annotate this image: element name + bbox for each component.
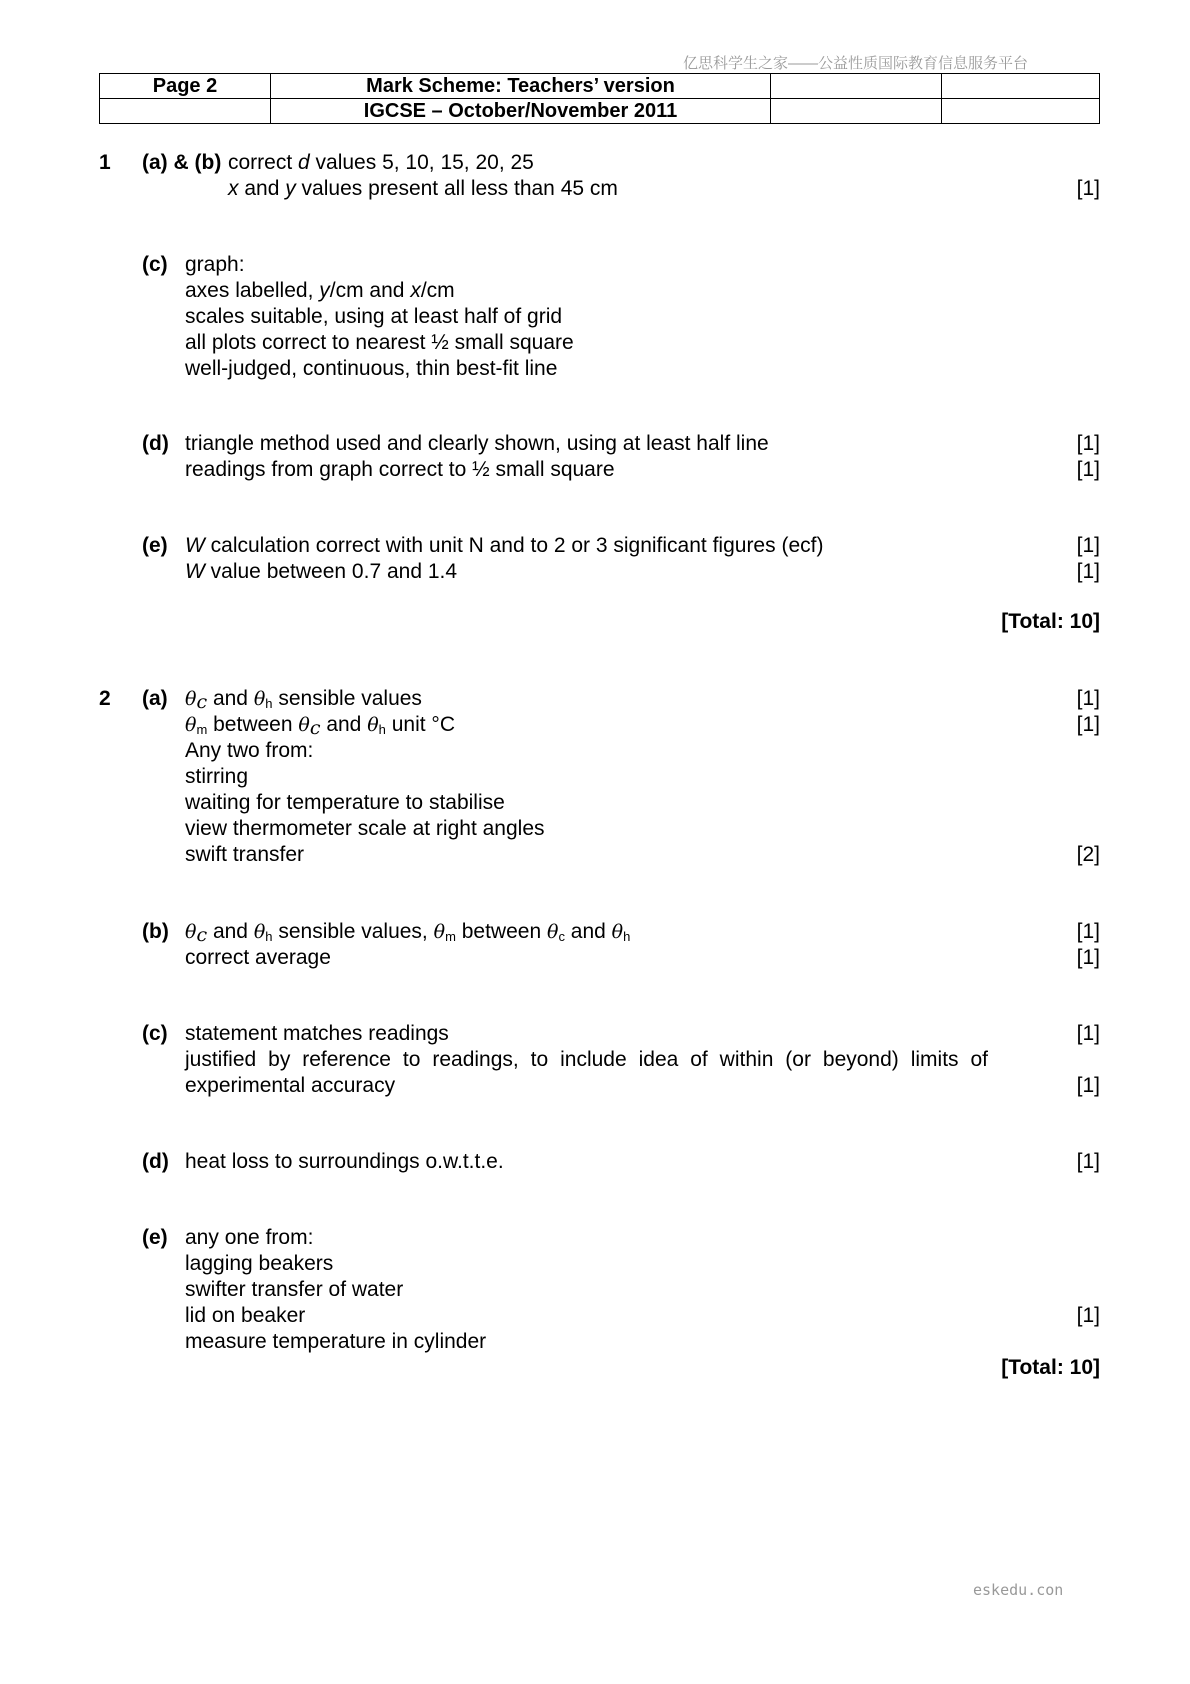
mark: [1] [1076, 177, 1100, 200]
header-table [99, 73, 1100, 124]
mark: [1] [1076, 1022, 1100, 1045]
header-exam: IGCSE – October/November 2011 [271, 99, 771, 124]
mark: [1] [1076, 560, 1100, 583]
answer-line: swifter transfer of water [185, 1278, 404, 1301]
mark: [1] [1076, 1150, 1100, 1173]
part-label: (e) [142, 1226, 168, 1249]
answer-line: $\theta_c$ and $\theta_h$ sensible values, $\theta_m$ between $\theta_c$ and $\theta_h$ [185, 920, 631, 946]
watermark: 亿思科学生之家——公益性质国际教育信息服务平台 [683, 55, 1029, 72]
answer-block [185, 252, 574, 382]
answer-line: correct average [185, 946, 331, 969]
answer-line: $\theta_c$ and $\theta_h$ sensible values [185, 687, 422, 713]
answer-line: lagging beakers [185, 1252, 334, 1275]
answer-line: all plots correct to nearest ½ small square [185, 331, 574, 354]
answer-line: graph: [185, 253, 245, 276]
part-label: (d) [142, 432, 169, 455]
answer-line: $\theta_m$ between $\theta_c$ and $\theta_h$ unit °C [185, 713, 455, 739]
answer-line: x and y values present all less than 45 cm [228, 177, 618, 200]
answer-line: justified by reference to readings, to include idea of within (or beyond) limits of [185, 1048, 988, 1071]
question-total: [Total: 10] [1001, 1356, 1100, 1379]
answer-line: any one from: [185, 1226, 314, 1249]
part-label: (c) [142, 253, 168, 276]
mark: [2] [1076, 843, 1100, 866]
mark: [1] [1076, 687, 1100, 710]
part-label: (d) [142, 1150, 169, 1173]
mark: [1] [1076, 432, 1100, 455]
mark: [1] [1076, 1304, 1100, 1327]
answer-line: correct d values 5, 10, 15, 20, 25 [228, 151, 534, 174]
answer-line: waiting for temperature to stabilise [185, 791, 505, 814]
header-empty-cell [771, 99, 942, 124]
answer-block [185, 1225, 486, 1355]
footer-watermark: eskedu.con [973, 1581, 1064, 1599]
part-label: (a) [142, 687, 168, 710]
header-title: Mark Scheme: Teachers’ version [271, 74, 771, 99]
answer-block [185, 738, 545, 868]
answer-line: measure temperature in cylinder [185, 1330, 487, 1353]
answer-line: swift transfer [185, 843, 305, 866]
answer-line: view thermometer scale at right angles [185, 817, 545, 840]
answer-line: W calculation correct with unit N and to 2 or 3 significant figures (ecf) [185, 534, 824, 557]
answer-line: stirring [185, 765, 249, 788]
question-number: 2 [99, 687, 111, 710]
answer-line: well-judged, continuous, thin best-fit line [185, 357, 558, 380]
part-label: (e) [142, 534, 168, 557]
header-empty-cell [100, 99, 271, 124]
answer-line: heat loss to surroundings o.w.t.t.e. [185, 1150, 504, 1173]
header-empty-cell [942, 74, 1100, 99]
question-total: [Total: 10] [1001, 610, 1100, 633]
question-number: 1 [99, 151, 111, 174]
mark: [1] [1076, 458, 1100, 481]
answer-line: W value between 0.7 and 1.4 [185, 560, 458, 583]
mark: [1] [1076, 534, 1100, 557]
part-label: (c) [142, 1022, 168, 1045]
answer-line: Any two from: [185, 739, 314, 762]
mark: [1] [1076, 1074, 1100, 1097]
header-empty-cell [942, 99, 1100, 124]
header-empty-cell [771, 74, 942, 99]
mark: [1] [1076, 946, 1100, 969]
answer-line: experimental accuracy [185, 1074, 396, 1097]
answer-line: scales suitable, using at least half of grid [185, 305, 563, 328]
part-label: (a) & (b) [142, 151, 222, 174]
answer-line: lid on beaker [185, 1304, 306, 1327]
answer-line: triangle method used and clearly shown, using at least half line [185, 432, 769, 455]
part-label: (b) [142, 920, 169, 943]
header-page: Page 2 [100, 74, 271, 99]
answer-line: axes labelled, y/cm and x/cm [185, 279, 455, 302]
mark: [1] [1076, 713, 1100, 736]
answer-line: readings from graph correct to ½ small square [185, 458, 615, 481]
answer-line: statement matches readings [185, 1022, 449, 1045]
mark: [1] [1076, 920, 1100, 943]
